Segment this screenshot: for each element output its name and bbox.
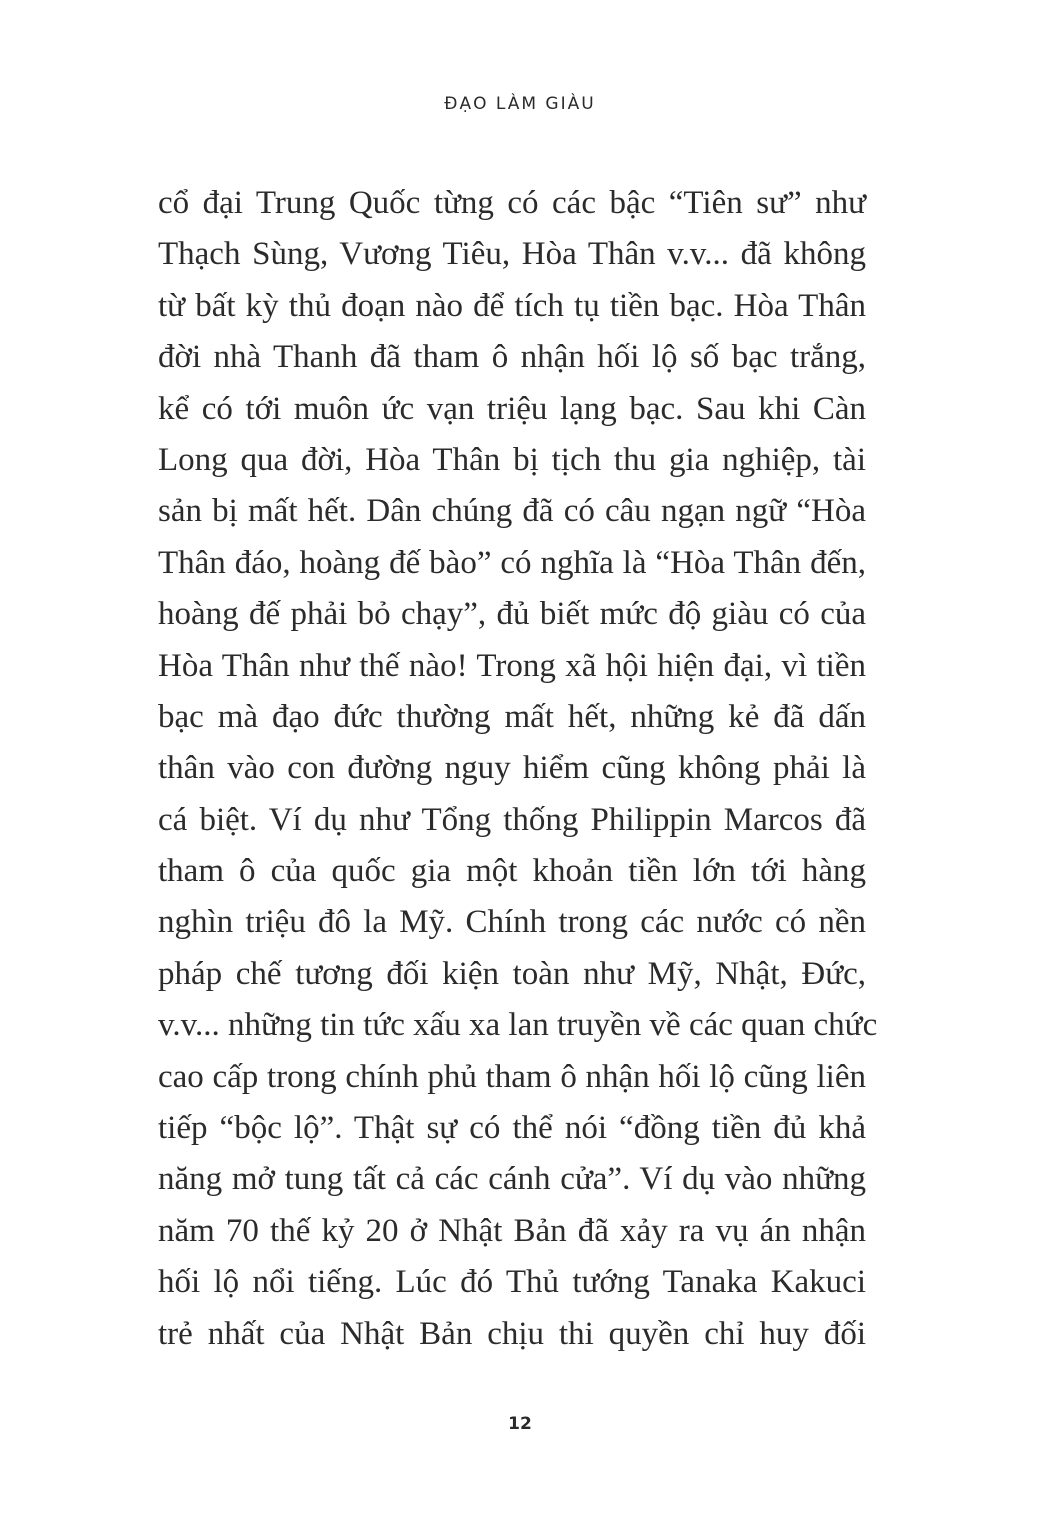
text-line: Hòa Thân như thế nào! Trong xã hội hiện đại, vì tiền bbox=[158, 647, 866, 684]
text-line: thân vào con đường nguy hiểm cũng không phải là bbox=[158, 750, 866, 787]
text-line: từ bất kỳ thủ đoạn nào để tích tụ tiền bạc. Hòa Thân bbox=[158, 287, 866, 324]
text-line: cổ đại Trung Quốc từng có các bậc “Tiên sư” như bbox=[158, 185, 866, 221]
text-line: v.v... những tin tức xấu xa lan truyền về các quan chức bbox=[158, 1007, 878, 1044]
text-line: sản bị mất hết. Dân chúng đã có câu ngạn ngữ “Hòa bbox=[158, 493, 866, 530]
text-line: trẻ nhất của Nhật Bản chịu thi quyền chỉ huy đối bbox=[158, 1315, 866, 1352]
text-line: năng mở tung tất cả các cánh cửa”. Ví dụ vào những bbox=[158, 1161, 866, 1198]
text-line: cá biệt. Ví dụ như Tổng thống Philippin Marcos đã bbox=[158, 801, 866, 838]
text-line: đời nhà Thanh đã tham ô nhận hối lộ số bạc trắng, bbox=[158, 339, 866, 376]
text-line: pháp chế tương đối kiện toàn như Mỹ, Nhật, Đức, bbox=[158, 955, 866, 992]
text-line: Long qua đời, Hòa Thân bị tịch thu gia nghiệp, tài bbox=[158, 441, 866, 478]
text-line: hối lộ nổi tiếng. Lúc đó Thủ tướng Tanaka Kakuci bbox=[158, 1264, 866, 1301]
body-text bbox=[158, 178, 878, 1360]
text-line: tham ô của quốc gia một khoản tiền lớn tới hàng bbox=[158, 853, 866, 890]
text-line: Thân đáo, hoàng đế bào” có nghĩa là “Hòa Thân đến, bbox=[158, 544, 866, 581]
page-number: 12 bbox=[508, 1414, 532, 1434]
text-line: hoàng đế phải bỏ chạy”, đủ biết mức độ giàu có của bbox=[158, 596, 866, 633]
text-line: năm 70 thế kỷ 20 ở Nhật Bản đã xảy ra vụ án nhận bbox=[158, 1212, 866, 1249]
running-head-title: ĐẠO LÀM GIÀU bbox=[444, 94, 596, 114]
text-line: nghìn triệu đô la Mỹ. Chính trong các nước có nền bbox=[158, 904, 866, 941]
text-line: bạc mà đạo đức thường mất hết, những kẻ đã dấn bbox=[158, 698, 866, 735]
text-line: tiếp “bộc lộ”. Thật sự có thể nói “đồng tiền đủ khả bbox=[158, 1110, 866, 1147]
text-line: Thạch Sùng, Vương Tiêu, Hòa Thân v.v... đã không bbox=[158, 236, 866, 273]
text-line: cao cấp trong chính phủ tham ô nhận hối lộ cũng liên bbox=[158, 1058, 866, 1095]
text-line: kể có tới muôn ức vạn triệu lạng bạc. Sau khi Càn bbox=[158, 390, 866, 427]
